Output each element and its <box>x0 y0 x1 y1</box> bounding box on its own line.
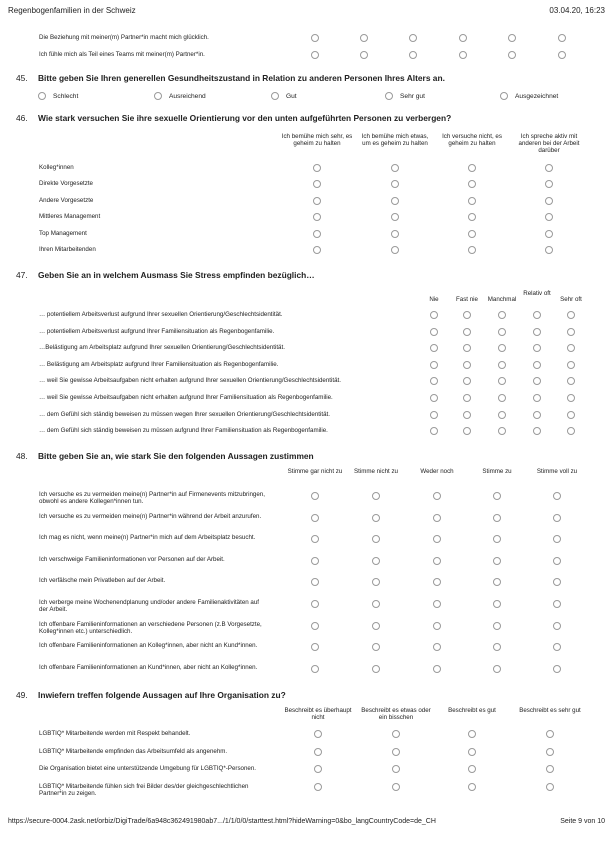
q48-radio[interactable] <box>311 514 319 522</box>
q48-row-label: Ich versuche es zu vermeiden meine(n) Partner*in während der Arbeit anzurufen. <box>39 512 262 520</box>
q49-radio[interactable] <box>468 783 476 791</box>
q46-radio[interactable] <box>313 213 321 221</box>
q48-radio[interactable] <box>553 535 561 543</box>
q48-radio[interactable] <box>433 622 441 630</box>
q47-radio[interactable] <box>567 311 575 319</box>
q48-radio[interactable] <box>433 643 441 651</box>
q47-radio[interactable] <box>498 377 506 385</box>
q48-row-label: Ich offenbare Familieninformationen an Kund*innen, aber nicht an Kolleg*innen. <box>39 663 258 671</box>
q45-number: 45. <box>16 73 28 83</box>
q48-row-label: Ich offenbare Familieninformationen an Kolleg*innen, aber nicht an Kund*innen. <box>39 642 258 650</box>
q45-option-label: Sehr gut <box>400 93 425 100</box>
q48-radio[interactable] <box>311 492 319 500</box>
q47-radio[interactable] <box>463 328 471 336</box>
page-url: https://secure-0004.2ask.net/orbiz/DigiTrade/6a948c362491980ab7.../1/1/0/0/starttest.html?hideWarning=0&bo_langCountryCode=de_CH <box>8 818 436 825</box>
q45-radio[interactable] <box>38 92 46 100</box>
q46-row-label: Mittleres Management <box>39 213 101 221</box>
q47-radio[interactable] <box>498 427 506 435</box>
q_prev-radio[interactable] <box>360 51 368 59</box>
q48-radio[interactable] <box>372 665 380 673</box>
q48-radio[interactable] <box>311 578 319 586</box>
q48-radio[interactable] <box>433 557 441 565</box>
q48-radio[interactable] <box>372 535 380 543</box>
q47-row-label: … weil Sie gewisse Arbeitsaufgaben nicht erhalten aufgrund Ihrer sexuellen Orientierung/Geschlechtsidentität. <box>39 377 341 385</box>
q47-question <box>16 270 315 280</box>
q48-radio[interactable] <box>493 643 501 651</box>
q48-radio[interactable] <box>433 514 441 522</box>
q48-radio[interactable] <box>553 514 561 522</box>
q49-number: 49. <box>16 690 28 700</box>
q47-radio[interactable] <box>463 411 471 419</box>
q46-row-label: Kolleg*innen <box>39 164 74 171</box>
q46-row-label: Direkte Vorgesetzte <box>39 180 93 188</box>
q_prev-row-label: Die Beziehung mit meiner(m) Partner*in macht mich glücklich. <box>39 34 209 41</box>
q46-radio[interactable] <box>313 197 321 205</box>
q49-column-header: Beschreibt es gut <box>448 707 496 714</box>
q47-radio[interactable] <box>430 344 438 352</box>
q48-number: 48. <box>16 451 28 461</box>
q48-text: Bitte geben Sie an, wie stark Sie den folgenden Aussagen zustimmen <box>38 451 314 461</box>
q47-radio[interactable] <box>498 411 506 419</box>
q47-radio[interactable] <box>430 377 438 385</box>
q46-row-label: Andere Vorgesetzte <box>39 196 94 204</box>
q47-radio[interactable] <box>567 328 575 336</box>
q48-radio[interactable] <box>433 492 441 500</box>
q46-radio[interactable] <box>313 180 321 188</box>
q47-radio[interactable] <box>567 394 575 402</box>
q47-radio[interactable] <box>533 311 541 319</box>
q49-column-header: Beschreibt es etwas oder ein bisschen <box>361 707 431 721</box>
q46-radio[interactable] <box>468 230 476 238</box>
q47-radio[interactable] <box>430 361 438 369</box>
q46-radio[interactable] <box>391 230 399 238</box>
q49-question <box>16 690 286 700</box>
q46-question <box>16 113 451 123</box>
q47-column-header: Fast nie <box>455 296 478 303</box>
q_prev-radio[interactable] <box>311 34 319 42</box>
q48-radio[interactable] <box>553 600 561 608</box>
q47-radio[interactable] <box>463 377 471 385</box>
q_prev-radio[interactable] <box>409 34 417 42</box>
q45-radio[interactable] <box>385 92 393 100</box>
q45-question <box>16 73 445 83</box>
q_prev-radio[interactable] <box>558 34 566 42</box>
q47-radio[interactable] <box>567 344 575 352</box>
q46-number: 46. <box>16 113 28 123</box>
q_prev-radio[interactable] <box>558 51 566 59</box>
q46-row-label: Ihren Mitarbeitenden <box>39 246 96 253</box>
q45-option-label: Ausgezeichnet <box>515 93 559 100</box>
q48-radio[interactable] <box>553 557 561 565</box>
q47-radio[interactable] <box>567 427 575 435</box>
q48-radio[interactable] <box>372 600 380 608</box>
q47-radio[interactable] <box>498 394 506 402</box>
q_prev-radio[interactable] <box>508 34 516 42</box>
q49-radio[interactable] <box>468 748 476 756</box>
q48-column-header: Stimme voll zu <box>536 468 578 475</box>
q47-radio[interactable] <box>498 361 506 369</box>
q_prev-radio[interactable] <box>311 51 319 59</box>
q47-radio[interactable] <box>533 361 541 369</box>
q46-column-header: Ich bemühe mich sehr, es geheim zu halten <box>281 133 353 147</box>
q47-row-label: … potentiellem Arbeitsverlust aufgrund Ihrer sexuellen Orientierung/Geschlechtsidentität. <box>39 311 283 318</box>
q48-radio[interactable] <box>311 622 319 630</box>
q47-column-header: Sehr oft <box>560 296 582 303</box>
q49-row-label: Die Organisation bietet eine unterstützende Umgebung für LGBTIQ*-Personen. <box>39 765 257 773</box>
q48-radio[interactable] <box>372 643 380 651</box>
q48-radio[interactable] <box>493 578 501 586</box>
q47-radio[interactable] <box>430 328 438 336</box>
q46-radio[interactable] <box>545 197 553 205</box>
q49-row-label: LGBTIQ* Mitarbeitende empfinden das Arbeitsumfeld als angenehm. <box>39 747 228 755</box>
q45-radio[interactable] <box>500 92 508 100</box>
q49-radio[interactable] <box>392 765 400 773</box>
q48-radio[interactable] <box>553 492 561 500</box>
q46-radio[interactable] <box>391 213 399 221</box>
q46-radio[interactable] <box>468 213 476 221</box>
q47-radio[interactable] <box>533 394 541 402</box>
q47-radio[interactable] <box>533 427 541 435</box>
q47-radio[interactable] <box>498 311 506 319</box>
q48-row-label: Ich verberge meine Wochenendplanung und/oder andere Familienaktivitäten auf der Arbeit. <box>39 599 260 614</box>
q49-column-header: Beschreibt es überhaupt nicht <box>284 707 352 721</box>
q47-radio[interactable] <box>533 377 541 385</box>
q46-radio[interactable] <box>545 246 553 254</box>
q47-radio[interactable] <box>430 411 438 419</box>
q48-radio[interactable] <box>372 557 380 565</box>
q48-column-header: Stimme gar nicht zu <box>287 468 343 475</box>
q45-option-label: Schlecht <box>53 93 79 100</box>
page-number: Seite 9 von 10 <box>560 818 605 825</box>
q46-radio[interactable] <box>468 164 476 172</box>
q47-column-header: Relativ oft <box>523 290 551 297</box>
q48-radio[interactable] <box>493 600 501 608</box>
q48-column-header: Stimme nicht zu <box>353 468 398 475</box>
q47-row-label: … dem Gefühl sich ständig beweisen zu müssen aufgrund Ihrer Familiensituation als Regenbogenfamilie. <box>39 427 328 435</box>
q49-text: Inwiefern treffen folgende Aussagen auf Ihre Organisation zu? <box>38 690 286 700</box>
q46-radio[interactable] <box>313 164 321 172</box>
q46-column-header: Ich spreche aktiv mit anderen bei der Arbeit darüber <box>518 133 580 154</box>
q46-radio[interactable] <box>545 164 553 172</box>
q46-radio[interactable] <box>468 246 476 254</box>
q47-radio[interactable] <box>463 427 471 435</box>
q48-radio[interactable] <box>311 557 319 565</box>
q49-row-label: LGBTIQ* Mitarbeitende fühlen sich frei Bilder des/der gleichgeschlechtlichen Partner*in zu zeigen. <box>39 782 249 798</box>
q47-radio[interactable] <box>430 311 438 319</box>
q46-radio[interactable] <box>468 197 476 205</box>
q48-question <box>16 451 314 461</box>
q_prev-radio[interactable] <box>459 34 467 42</box>
q46-radio[interactable] <box>468 180 476 188</box>
q46-radio[interactable] <box>313 246 321 254</box>
q48-radio[interactable] <box>493 557 501 565</box>
q47-row-label: … dem Gefühl sich ständig beweisen zu müssen wegen Ihrer sexuellen Orientierung/Geschlechtsidentität. <box>39 410 330 418</box>
q47-radio[interactable] <box>533 411 541 419</box>
q49-radio[interactable] <box>392 748 400 756</box>
q48-row-label: Ich verfälsche mein Privatleben auf der Arbeit. <box>39 577 166 585</box>
q49-radio[interactable] <box>546 765 554 773</box>
q47-radio[interactable] <box>533 344 541 352</box>
q48-row-label: Ich verschweige Familieninformationen vor Personen auf der Arbeit. <box>39 555 225 563</box>
q48-radio[interactable] <box>311 665 319 673</box>
q48-radio[interactable] <box>372 492 380 500</box>
q47-radio[interactable] <box>567 361 575 369</box>
q49-radio[interactable] <box>314 783 322 791</box>
q48-column-header: Stimme zu <box>482 468 512 475</box>
q47-row-label: … weil Sie gewisse Arbeitsaufgaben nicht erhalten aufgrund Ihrer Familiensituation als Regenbogenfamilie. <box>39 394 333 401</box>
q48-radio[interactable] <box>433 535 441 543</box>
q48-row-label: Ich versuche es zu vermeiden meine(n) Partner*in auf Firmenevents mitzubringen, obwohl es andere Kollegen*innen tun. <box>39 491 265 506</box>
q47-radio[interactable] <box>533 328 541 336</box>
q46-radio[interactable] <box>545 230 553 238</box>
q46-radio[interactable] <box>391 197 399 205</box>
q48-radio[interactable] <box>553 578 561 586</box>
q48-radio[interactable] <box>311 535 319 543</box>
q47-radio[interactable] <box>463 361 471 369</box>
q46-column-header: Ich bemühe mich etwas, um es geheim zu halten <box>361 133 429 147</box>
q49-radio[interactable] <box>314 748 322 756</box>
q48-row-label: Ich offenbare Familieninformationen an verschiedene Personen (z.B Vorgesetzte, Kolleg*innen etc.) unterschiedlich. <box>39 620 262 635</box>
q46-radio[interactable] <box>391 246 399 254</box>
q47-radio[interactable] <box>498 344 506 352</box>
q47-row-label: … potentiellem Arbeitsverlust aufgrund Ihrer Familiensituation als Regenbogenfamilie. <box>39 327 275 335</box>
q45-option-label: Ausreichend <box>169 93 206 100</box>
q47-text: Geben Sie an in welchem Ausmass Sie Stress empfinden bezüglich… <box>38 270 315 280</box>
q47-radio[interactable] <box>567 377 575 385</box>
q46-radio[interactable] <box>545 180 553 188</box>
q47-row-label: …Belästigung am Arbeitsplatz aufgrund Ihrer sexuellen Orientierung/Geschlechtsidentität. <box>39 344 285 352</box>
q48-radio[interactable] <box>372 578 380 586</box>
q48-radio[interactable] <box>493 514 501 522</box>
survey-title: Regenbogenfamilien in der Schweiz <box>8 6 136 15</box>
q47-radio[interactable] <box>567 411 575 419</box>
q49-radio[interactable] <box>546 730 554 738</box>
q45-text: Bitte geben Sie Ihren generellen Gesundheitszustand in Relation zu anderen Personen Ihres Alters an. <box>38 73 445 83</box>
q48-radio[interactable] <box>433 600 441 608</box>
q47-column-header: Nie <box>429 296 439 303</box>
q46-radio[interactable] <box>391 180 399 188</box>
q48-radio[interactable] <box>493 492 501 500</box>
q46-radio[interactable] <box>391 164 399 172</box>
q47-radio[interactable] <box>498 328 506 336</box>
q48-column-header: Weder noch <box>420 468 454 475</box>
q48-radio[interactable] <box>433 578 441 586</box>
q49-radio[interactable] <box>314 765 322 773</box>
q48-radio[interactable] <box>493 535 501 543</box>
q48-radio[interactable] <box>372 622 380 630</box>
q48-radio[interactable] <box>372 514 380 522</box>
q47-radio[interactable] <box>463 311 471 319</box>
q_prev-radio[interactable] <box>459 51 467 59</box>
q48-radio[interactable] <box>311 600 319 608</box>
q49-radio[interactable] <box>468 730 476 738</box>
q47-row-label: … Belästigung am Arbeitsplatz aufgrund Ihrer Familiensituation als Regenbogenfamilie. <box>39 360 279 368</box>
q47-radio[interactable] <box>430 394 438 402</box>
q_prev-row-label: Ich fühle mich als Teil eines Teams mit meiner(m) Partner*in. <box>39 51 205 58</box>
q49-radio[interactable] <box>392 783 400 791</box>
print-datetime: 03.04.20, 16:23 <box>549 6 605 15</box>
q46-radio[interactable] <box>545 213 553 221</box>
q48-radio[interactable] <box>493 622 501 630</box>
q_prev-radio[interactable] <box>409 51 417 59</box>
q48-radio[interactable] <box>433 665 441 673</box>
q48-radio[interactable] <box>553 665 561 673</box>
q_prev-radio[interactable] <box>508 51 516 59</box>
q45-radio[interactable] <box>154 92 162 100</box>
q49-radio[interactable] <box>546 783 554 791</box>
q47-column-header: Manchmal <box>487 296 517 303</box>
q49-radio[interactable] <box>546 748 554 756</box>
q49-radio[interactable] <box>314 730 322 738</box>
q48-row-label: Ich mag es nicht, wenn meine(n) Partner*in mich auf dem Arbeitsplatz besucht. <box>39 534 256 542</box>
q46-text: Wie stark versuchen Sie ihre sexuelle Orientierung vor den unten aufgeführten Personen zu verbergen? <box>38 113 452 123</box>
q49-row-label: LGBTIQ* Mitarbeitende werden mit Respekt behandelt. <box>39 730 191 737</box>
q48-radio[interactable] <box>553 622 561 630</box>
q47-radio[interactable] <box>463 344 471 352</box>
q48-radio[interactable] <box>553 643 561 651</box>
q47-radio[interactable] <box>463 394 471 402</box>
q_prev-radio[interactable] <box>360 34 368 42</box>
q47-radio[interactable] <box>430 427 438 435</box>
q45-radio[interactable] <box>271 92 279 100</box>
q48-radio[interactable] <box>311 643 319 651</box>
q45-option-label: Gut <box>286 93 297 100</box>
q46-radio[interactable] <box>313 230 321 238</box>
q49-radio[interactable] <box>468 765 476 773</box>
q49-radio[interactable] <box>392 730 400 738</box>
q46-column-header: Ich versuche nicht, es geheim zu halten <box>442 133 502 147</box>
q47-number: 47. <box>16 270 28 280</box>
q49-column-header: Beschreibt es sehr gut <box>519 707 581 714</box>
q48-radio[interactable] <box>493 665 501 673</box>
q46-row-label: Top Management <box>39 229 87 237</box>
